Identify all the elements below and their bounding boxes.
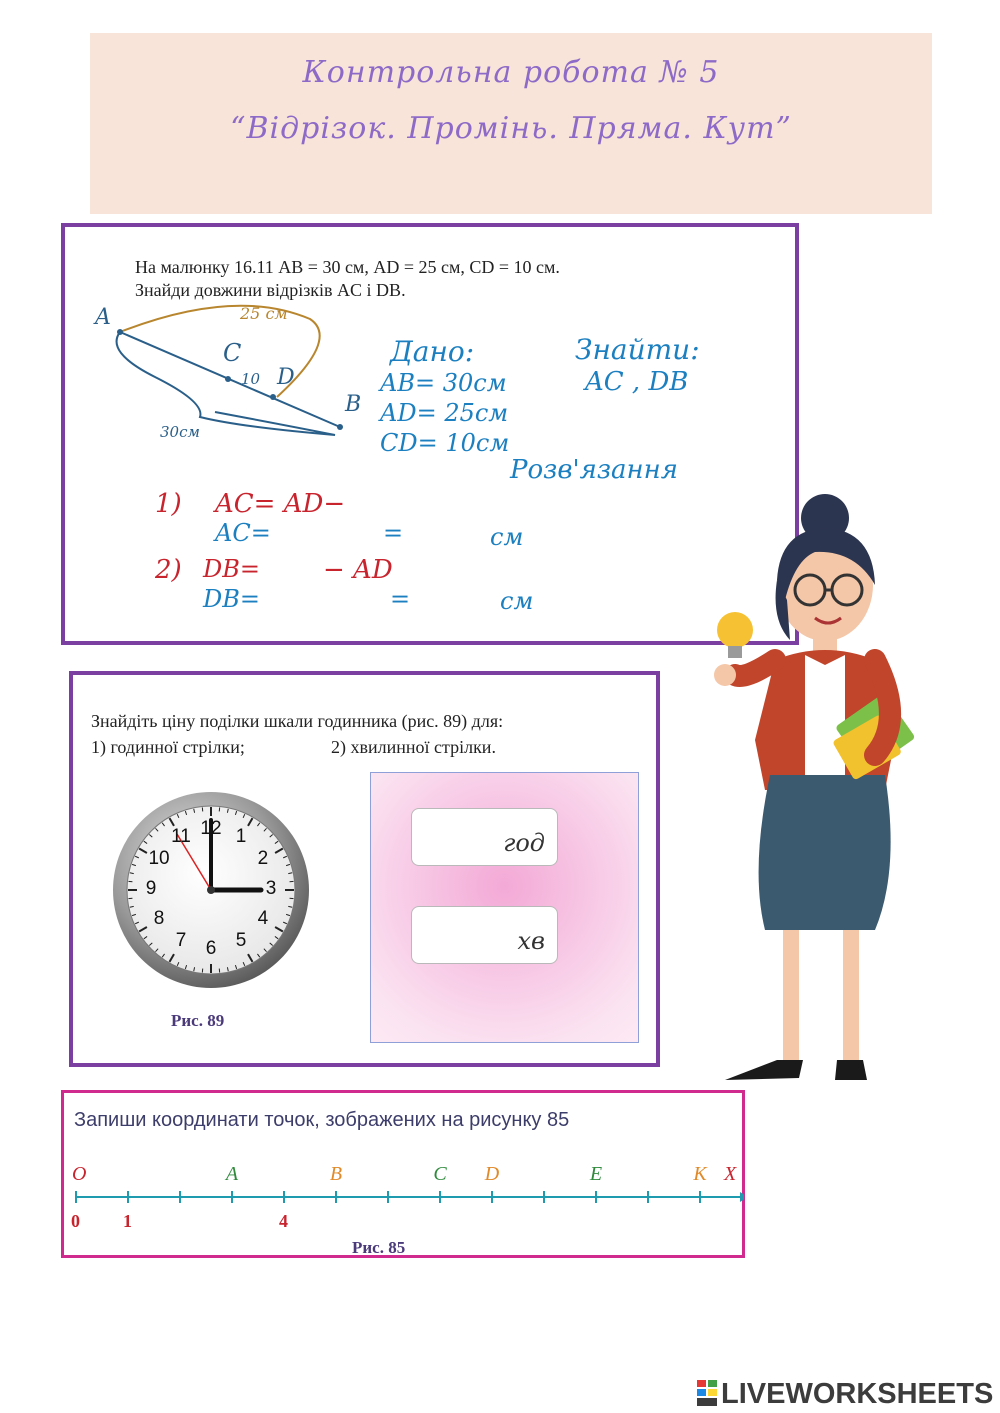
step1-answer-left: AC= [215,519,271,547]
clock-numbers [111,790,311,990]
point-a-dot [117,329,123,335]
point-a-label: A [95,305,111,330]
arc-cd-label: 10 [241,370,261,388]
arc-bottom-label: 30см [160,423,200,441]
point-c-dot [225,376,231,382]
solution-title: Розв'язання [510,455,678,485]
answer-hour-field[interactable] [411,808,558,866]
step1-unit: см [490,523,524,551]
answer-panel [370,772,639,1043]
step2-equals: = [390,585,411,613]
clock-number: 1 [235,826,247,848]
task-number-line-box [61,1090,745,1258]
liveworksheets-logo [697,1378,993,1411]
task1-prompt-line2: Знайди довжини відрізків AC і DB. [135,280,406,300]
clock-number: 5 [235,929,247,951]
step2-unit: см [500,587,534,615]
point-b-dot [337,424,343,430]
clock-number: 7 [175,929,187,951]
tick-label-1: 1 [123,1211,132,1231]
clock-number: 8 [153,908,165,929]
find-value: AC , DB [585,367,689,397]
worksheet-title: Контрольна робота № 5 [302,55,720,90]
given-title: Дано: [390,335,475,368]
task3-prompt: Запиши координати точок, зображених на рисунку 85 [74,1109,570,1131]
task2-prompt-line2-b: 2) хвилинної стрілки. [331,737,496,757]
task1-prompt-line1: На малюнку 16.11 AB = 30 см, AD = 25 см, CD = 10 см. [135,257,560,277]
lightbulb-icon [717,612,753,648]
clock-figure [111,790,311,990]
step2-formula-left: DB= [203,555,260,583]
point-label-k: K [693,1163,707,1185]
step1-formula: AC= AD− [215,489,346,519]
point-c-label: C [223,339,242,367]
clock-number: 9 [145,878,157,899]
clock-number: 6 [205,938,217,959]
point-label-b: B [329,1163,343,1185]
given-cd: CD= 10см [380,429,510,457]
task2-prompt-line1: Знайдіть ціну поділки шкали годинника (рис. 89) для: [91,711,504,731]
point-label-a: A [225,1163,239,1185]
point-d-label: D [277,365,295,390]
clock-number: 10 [148,848,170,869]
clock-number: 2 [257,848,269,869]
step2-number: 2) [155,555,182,585]
clock-number: 11 [171,826,191,848]
axis-label: X [724,1163,737,1185]
answer-minute-field[interactable] [411,906,558,964]
origin-label: O [72,1163,87,1185]
step2-answer-left: DB= [203,585,260,613]
point-label-c: C [433,1163,447,1185]
worksheet-subtitle: “Відрізок. Промінь. Пряма. Кут” [230,111,792,146]
clock-number: 4 [257,908,269,929]
given-ab: AB= 30см [380,369,507,397]
step2-formula-right: − AD [323,555,393,585]
logo-mark-icon [697,1380,717,1406]
worksheet-header [90,33,932,214]
tick-label-0: 0 [71,1211,80,1231]
point-d-dot [270,394,276,400]
clock-caption: Рис. 89 [171,1011,225,1030]
clock-number: 12 [200,818,222,839]
point-b-label: B [345,392,362,417]
answer-minute-unit: хв [517,927,545,955]
logo-text: LIVEWORKSHEETS [721,1378,994,1410]
given-ad: AD= 25см [380,399,509,427]
find-title: Знайти: [575,333,700,366]
point-label-d: D [484,1163,500,1185]
tick-label-4: 4 [279,1211,288,1231]
step1-equals: = [383,519,404,547]
task2-prompt-line2-a: 1) годинної стрілки; [91,737,245,757]
clock-number: 3 [265,878,277,899]
task-segments-box [61,223,799,645]
point-label-e: E [589,1163,603,1185]
number-line-caption: Рис. 85 [352,1238,406,1257]
answer-hour-unit: год [503,829,545,857]
step1-number: 1) [155,489,182,519]
teacher-illustration [695,490,925,1090]
arc-top-label: 25 см [240,304,288,323]
